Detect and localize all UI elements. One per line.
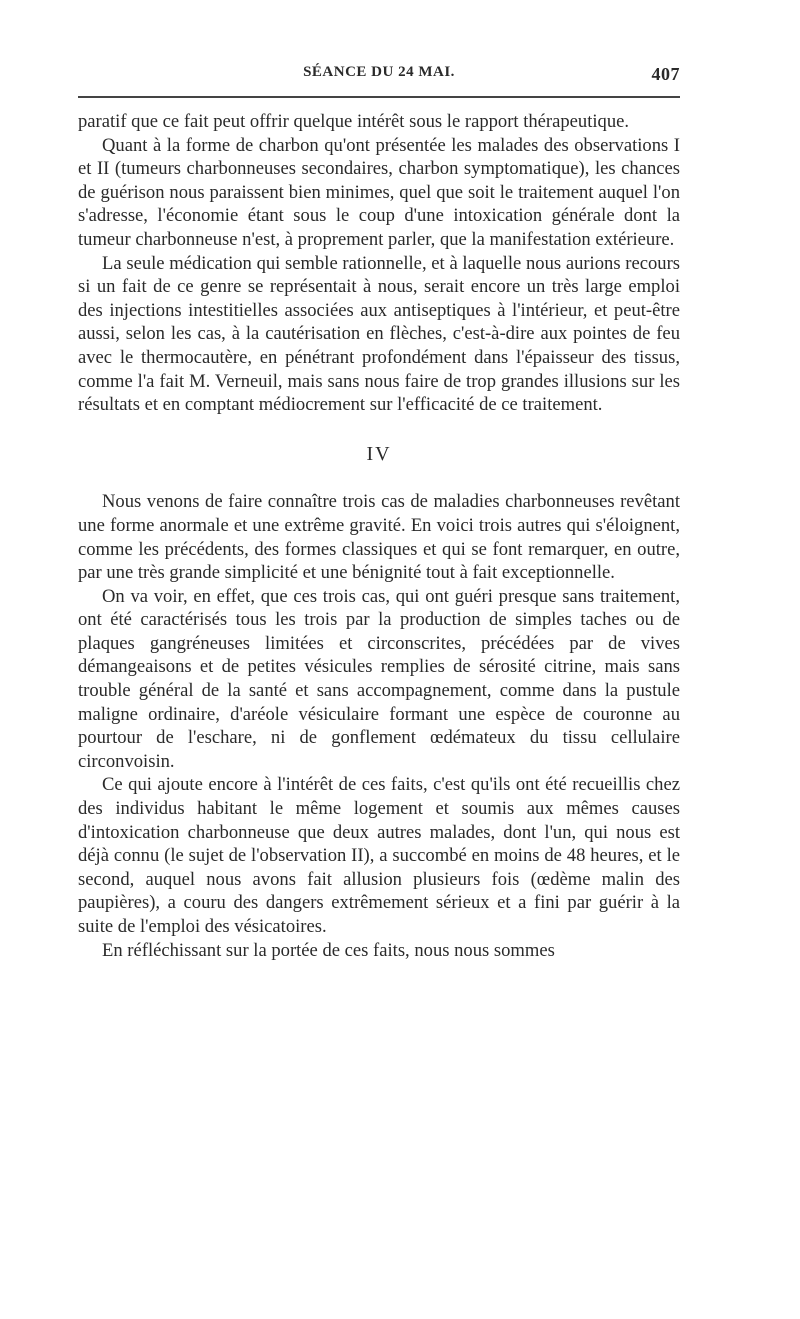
section-heading: IV	[366, 442, 392, 465]
page-number: 407	[651, 64, 680, 84]
paragraph: Quant à la forme de charbon qu'ont présentée les malades des observations I et II (tumeurs charbonneuses secondaires, charbon symptomatique), les chances de guérison nous paraissent bien minimes, quel que soit le traitement auquel l'on s'adresse, l'économie étant sous le coup d'une intoxication générale dont la tumeur charbonneuse n'est, à proprement parler, que la manifestation extérieure.	[78, 134, 680, 250]
running-title: SÉANCE DU 24 MAI.	[303, 64, 455, 80]
paragraph: paratif que ce fait peut offrir quelque intérêt sous le rapport thérapeutique.	[78, 111, 630, 132]
body-text	[78, 110, 680, 962]
paragraph: Ce qui ajoute encore à l'intérêt de ces faits, c'est qu'ils ont été recueillis chez des individus habitant le même logement et soumis aux mêmes causes d'intoxication charbonneuse que deux autres malades, dont l'un, qui nous est déjà connu (le sujet de l'observation II), a succombé en moins de 48 heures, et le second, auquel nous avons fait allusion plusieurs fois (œdème malin des paupières), a couru des dangers extrêmement sérieux et a fini par guérir à la suite de l'emploi des vésicatoires.	[78, 774, 680, 937]
running-header	[78, 64, 680, 90]
paragraph: On va voir, en effet, que ces trois cas, qui ont guéri presque sans traitement, ont été caractérisés tous les trois par la production de simples taches ou de plaques gangréneuses limitées et circonscrites, précédées par de vives démangeaisons et de petites vésicules remplies de sérosité citrine, mais sans trouble général de la santé et sans accompagnement, comme dans la pustule maligne ordinaire, d'aréole vésiculaire formant une espèce de couronne au pourtour de l'eschare, ni de gonflement œdémateux du tissu cellulaire circonvoisin.	[78, 585, 680, 772]
paragraph: La seule médication qui semble rationnelle, et à laquelle nous aurions recours si un fait de ce genre se représentait à nous, serait encore un très large emploi des injections intestitielles associées aux antiseptiques à l'intérieur, et peut-être aussi, selon les cas, à la cautérisation en flèches, c'est-à-dire aux pointes de feu avec le thermocautère, en pénétrant profondément dans l'épaisseur des tissus, comme l'a fait M. Verneuil, mais sans nous faire de trop grandes illusions sur les résultats et en comptant médiocrement sur l'efficacité de ce traitement.	[78, 252, 680, 416]
header-rule	[78, 96, 680, 98]
paragraph: Nous venons de faire connaître trois cas de maladies charbonneuses revêtant une forme anormale et une extrême gravité. En voici trois autres qui s'éloignent, comme les précédents, des formes classiques et qui se font remarquer, en outre, par une très grande simplicité et une bénignité tout à fait exceptionnelle.	[78, 491, 680, 584]
paragraph: En réfléchissant sur la portée de ces faits, nous nous sommes	[102, 939, 555, 961]
